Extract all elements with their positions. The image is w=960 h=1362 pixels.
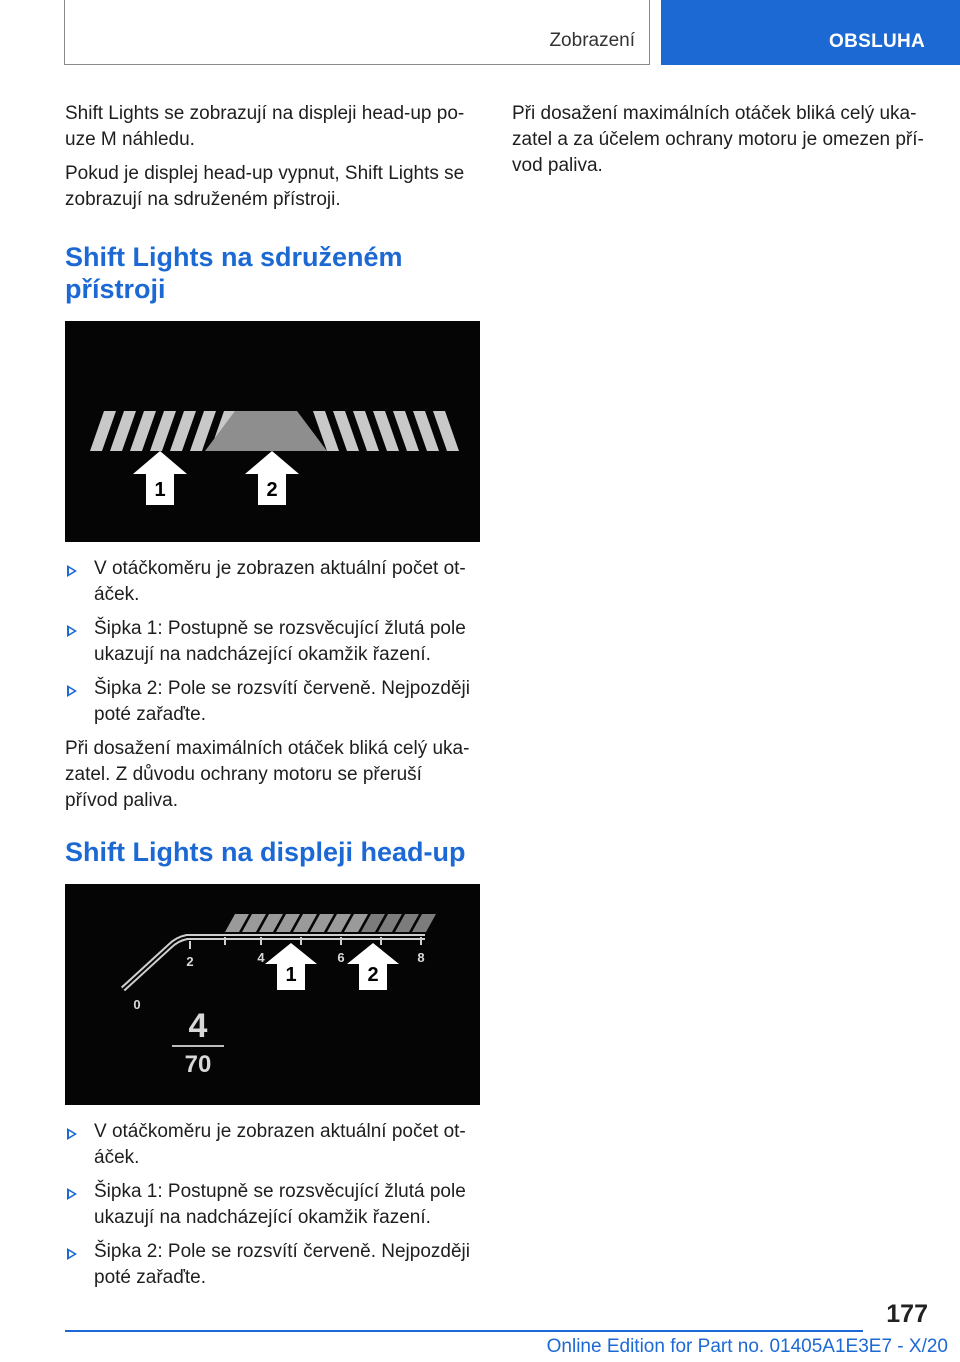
list-item: V otáčkoměru je zobrazen aktuální počet ot-áček. bbox=[65, 556, 480, 608]
cluster-after-paragraph: Při dosažení maximálních otáček bliká celý uka-zatel. Z důvodu ochrany motoru se přeruší přívod paliva. bbox=[65, 738, 470, 811]
hud-arrow-2-label: 2 bbox=[367, 964, 379, 986]
arrow-2-icon bbox=[347, 943, 399, 990]
section-heading-hud: Shift Lights na displeji head-up bbox=[65, 837, 466, 867]
gear-speed-divider bbox=[172, 1045, 224, 1047]
list-item: Šipka 1: Postupně se rozsvěcující žlutá pole ukazují na nadcházející okamžik řazení. bbox=[65, 1179, 480, 1231]
scale-label-6: 6 bbox=[337, 950, 345, 965]
speed-indicator: 70 bbox=[184, 1051, 212, 1078]
bullet-triangle-icon bbox=[67, 1128, 77, 1140]
hud-shift-lights-figure bbox=[65, 884, 480, 1105]
arrow-2-icon bbox=[245, 451, 299, 505]
header-section-box bbox=[64, 0, 650, 65]
shift-light-field-left bbox=[90, 411, 116, 451]
arrow-1-icon bbox=[265, 943, 317, 990]
bullet-triangle-icon bbox=[67, 685, 77, 697]
scale-label-2: 2 bbox=[186, 954, 194, 969]
list-item: Šipka 1: Postupně se rozsvěcující žlutá pole ukazují na nadcházející okamžik řazení. bbox=[65, 616, 480, 668]
bullet-triangle-icon bbox=[67, 565, 77, 577]
scale-label-0: 0 bbox=[133, 997, 141, 1012]
right-paragraph: Při dosažení maximálních otáček bliká celý uka-zatel a za účelem ochrany motoru je omezen pří-vod paliva. bbox=[512, 103, 924, 176]
arrow-1-label: 1 bbox=[154, 479, 166, 501]
cluster-bullet-list bbox=[65, 556, 480, 728]
cluster-shift-lights-figure bbox=[65, 321, 480, 542]
header-section-title: Zobrazení bbox=[549, 30, 635, 51]
right-column bbox=[512, 101, 927, 187]
bullet-triangle-icon bbox=[67, 1188, 77, 1200]
arrow-1-icon bbox=[133, 451, 187, 505]
intro-paragraph-1: Shift Lights se zobrazují na displeji head-up po-uze M náhledu. bbox=[65, 103, 465, 150]
bullet-triangle-icon bbox=[67, 625, 77, 637]
arrow-2-label: 2 bbox=[266, 479, 278, 501]
header-chapter-tab[interactable] bbox=[661, 0, 960, 65]
section-heading-cluster: Shift Lights na sdruženém přístroji bbox=[65, 242, 403, 304]
list-item: V otáčkoměru je zobrazen aktuální počet ot-áček. bbox=[65, 1119, 480, 1171]
scale-label-8: 8 bbox=[417, 950, 425, 965]
gear-indicator: 4 bbox=[188, 1007, 208, 1045]
bullet-triangle-icon bbox=[67, 1248, 77, 1260]
header-chapter-label: OBSLUHA bbox=[829, 31, 926, 52]
page-number: 177 bbox=[886, 1300, 928, 1328]
list-item: Šipka 2: Pole se rozsvítí červeně. Nejpozději poté zařaďte. bbox=[65, 1239, 480, 1291]
intro-paragraph-2: Pokud je displej head-up vypnut, Shift Lights se zobrazují na sdruženém přístroji. bbox=[65, 163, 465, 210]
cluster-shift-lights-graphic bbox=[65, 321, 480, 542]
footer-edition-link[interactable]: Online Edition for Part no. 01405A1E3E7 - X/20 bbox=[546, 1336, 948, 1357]
left-column bbox=[65, 101, 480, 1299]
hud-arrow-1-label: 1 bbox=[285, 964, 297, 986]
hud-bullet-list bbox=[65, 1119, 480, 1291]
footer-divider bbox=[65, 1330, 863, 1332]
scale-label-4: 4 bbox=[257, 950, 265, 965]
hud-shift-lights-graphic bbox=[65, 884, 480, 1105]
list-item: Šipka 2: Pole se rozsvítí červeně. Nejpozději poté zařaďte. bbox=[65, 676, 480, 728]
